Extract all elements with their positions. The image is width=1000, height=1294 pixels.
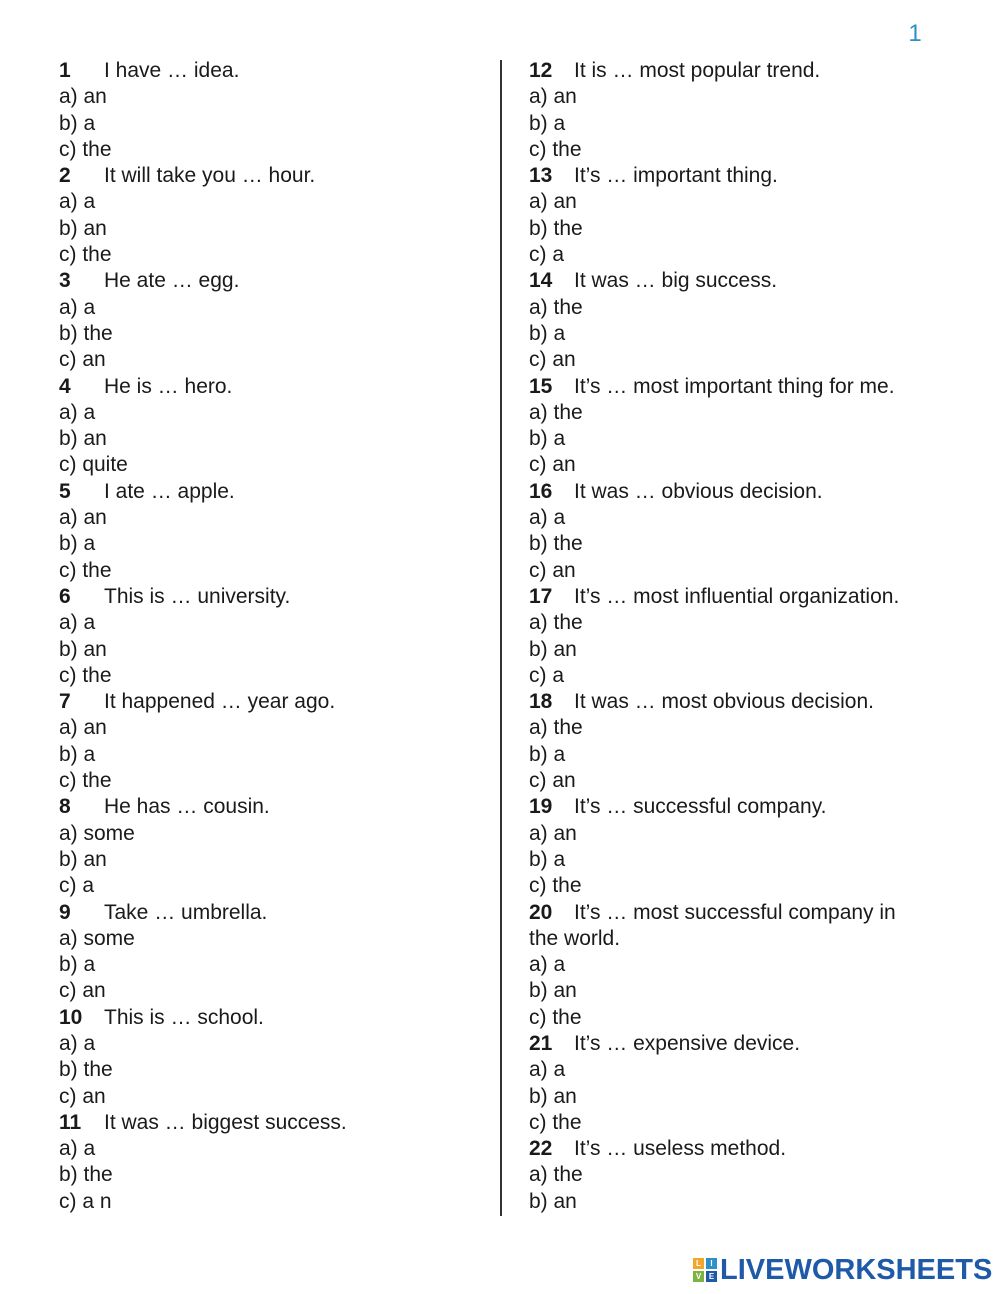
answer-option[interactable]: b) an xyxy=(529,1084,577,1108)
question-text: It was … most obvious decision. xyxy=(574,690,874,714)
question-number: 7 xyxy=(59,690,71,714)
question-text: He ate … egg. xyxy=(104,269,240,293)
answer-option[interactable]: b) an xyxy=(59,216,107,240)
answer-option[interactable]: c) the xyxy=(529,1005,582,1029)
logo-mark-tile: V xyxy=(693,1271,704,1282)
answer-option[interactable]: a) a xyxy=(59,1031,96,1055)
question-number: 11 xyxy=(59,1110,82,1134)
answer-option[interactable]: c) an xyxy=(59,979,106,1003)
answer-option[interactable]: a) a xyxy=(59,1137,96,1161)
answer-option[interactable]: a) a xyxy=(529,953,566,977)
answer-option[interactable]: a) a xyxy=(529,506,566,530)
question-text: Take … umbrella. xyxy=(104,900,268,924)
question-22 xyxy=(529,1136,939,1162)
answer-option[interactable]: b) the xyxy=(529,532,583,556)
answer-option[interactable]: c) an xyxy=(59,1084,106,1108)
question-18 xyxy=(529,689,939,715)
question-number: 9 xyxy=(59,900,71,924)
answer-option[interactable]: c) an xyxy=(59,348,106,372)
answer-option[interactable]: c) a xyxy=(529,243,565,267)
answer-option[interactable]: c) a xyxy=(59,874,95,898)
answer-option[interactable]: b) the xyxy=(59,1163,113,1187)
question-11 xyxy=(59,1110,489,1136)
answer-option[interactable]: c) an xyxy=(529,769,576,793)
question-text: It’s … important thing. xyxy=(574,164,778,188)
answer-option[interactable]: a) the xyxy=(529,611,583,635)
question-number: 8 xyxy=(59,795,71,819)
question-4 xyxy=(59,374,489,400)
question-number: 1 xyxy=(59,59,71,82)
logo-mark-icon xyxy=(693,1258,717,1282)
answer-option[interactable]: a) the xyxy=(529,295,583,319)
question-15 xyxy=(529,374,939,400)
question-5 xyxy=(59,479,489,505)
question-number: 6 xyxy=(59,584,71,608)
question-text: I ate … apple. xyxy=(104,479,235,503)
answer-option[interactable]: a) an xyxy=(59,506,107,530)
answer-option[interactable]: a) a xyxy=(529,1058,566,1082)
answer-option[interactable]: c) the xyxy=(59,137,112,161)
question-3 xyxy=(59,268,489,294)
answer-option[interactable]: a) the xyxy=(529,1163,583,1187)
question-text: It’s … most important thing for me. xyxy=(574,374,895,398)
logo-text: LIVEWORKSHEETS xyxy=(720,1253,993,1286)
answer-option[interactable]: a) an xyxy=(529,190,577,214)
question-6 xyxy=(59,584,489,610)
question-text: It was … obvious decision. xyxy=(574,479,823,503)
question-text: It’s … expensive device. xyxy=(574,1031,801,1055)
question-10 xyxy=(59,1005,489,1031)
question-number: 16 xyxy=(529,479,553,503)
question-number: 10 xyxy=(59,1005,83,1029)
question-number: 4 xyxy=(59,374,71,398)
answer-option[interactable]: b) an xyxy=(529,637,577,661)
question-number: 21 xyxy=(529,1031,553,1055)
answer-option[interactable]: a) some xyxy=(59,926,135,950)
question-text: He is … hero. xyxy=(104,374,233,398)
answer-option[interactable]: c) the xyxy=(59,769,112,793)
answer-option[interactable]: c) the xyxy=(59,243,112,267)
answer-option[interactable]: a) a xyxy=(59,190,96,214)
question-text: It happened … year ago. xyxy=(104,690,336,714)
answer-option[interactable]: b) a xyxy=(529,427,566,451)
question-text: It was … big success. xyxy=(574,269,778,293)
question-12 xyxy=(529,58,939,84)
question-text: It was … biggest success. xyxy=(104,1110,347,1134)
answer-option[interactable]: b) the xyxy=(529,216,583,240)
question-9 xyxy=(59,900,489,926)
right-question-column xyxy=(529,58,939,1215)
question-text: It’s … useless method. xyxy=(574,1137,787,1161)
liveworksheets-logo xyxy=(693,1253,992,1287)
question-number: 12 xyxy=(529,59,553,82)
question-8 xyxy=(59,794,489,820)
answer-option[interactable]: c) an xyxy=(529,348,576,372)
question-2 xyxy=(59,163,489,189)
answer-option[interactable]: b) an xyxy=(59,637,107,661)
question-19 xyxy=(529,794,939,820)
question-1 xyxy=(59,58,489,84)
answer-option[interactable]: a) a xyxy=(59,400,96,424)
answer-option[interactable]: c) a n xyxy=(59,1189,112,1213)
answer-option[interactable]: b) a xyxy=(59,111,96,135)
question-text: It’s … most successful company in xyxy=(574,900,896,924)
question-number: 14 xyxy=(529,269,553,293)
answer-option[interactable]: a) an xyxy=(59,85,107,109)
answer-option[interactable]: a) a xyxy=(59,295,96,319)
question-16 xyxy=(529,479,939,505)
answer-option[interactable]: a) an xyxy=(59,716,107,740)
answer-option[interactable]: b) an xyxy=(529,1189,577,1213)
question-7 xyxy=(59,689,489,715)
question-text: It’s … most influential organization. xyxy=(574,584,900,608)
answer-option[interactable]: a) some xyxy=(59,821,135,845)
answer-option[interactable]: c) the xyxy=(529,137,582,161)
page-number: 1 xyxy=(908,20,922,47)
answer-option[interactable]: a) a xyxy=(59,611,96,635)
answer-option[interactable]: b) an xyxy=(59,427,107,451)
answer-option[interactable]: b) the xyxy=(59,321,113,345)
question-text: It’s … successful company. xyxy=(574,795,827,819)
question-number: 3 xyxy=(59,269,71,293)
answer-option[interactable]: b) a xyxy=(59,953,96,977)
answer-option[interactable]: b) a xyxy=(529,742,566,766)
question-number: 20 xyxy=(529,900,553,924)
answer-option[interactable]: b) an xyxy=(529,979,577,1003)
question-number: 13 xyxy=(529,164,553,188)
answer-option[interactable]: b) a xyxy=(529,321,566,345)
answer-option[interactable]: b) a xyxy=(529,111,566,135)
answer-option[interactable]: c) the xyxy=(59,663,112,687)
answer-option[interactable]: c) an xyxy=(529,453,576,477)
logo-mark-tile: E xyxy=(706,1271,717,1282)
answer-option[interactable]: b) an xyxy=(59,847,107,871)
question-number: 17 xyxy=(529,584,553,608)
answer-option[interactable]: a) the xyxy=(529,400,583,424)
answer-option[interactable]: b) a xyxy=(59,742,96,766)
question-text: This is … university. xyxy=(104,584,291,608)
question-text: It will take you … hour. xyxy=(104,164,316,188)
question-21 xyxy=(529,1031,939,1057)
question-number: 2 xyxy=(59,164,71,188)
answer-option[interactable]: c) the xyxy=(529,1110,582,1134)
logo-mark-tile: I xyxy=(706,1258,717,1269)
question-17 xyxy=(529,584,939,610)
question-text: It is … most popular trend. xyxy=(574,59,821,82)
question-number: 22 xyxy=(529,1137,553,1161)
answer-option[interactable]: a) an xyxy=(529,85,577,109)
answer-option[interactable]: c) the xyxy=(529,874,582,898)
answer-option[interactable]: a) an xyxy=(529,821,577,845)
answer-option[interactable]: b) the xyxy=(59,1058,113,1082)
answer-option[interactable]: a) the xyxy=(529,716,583,740)
answer-option[interactable]: c) the xyxy=(59,558,112,582)
question-number: 18 xyxy=(529,690,553,714)
question-text: He has … cousin. xyxy=(104,795,270,819)
answer-option[interactable]: c) an xyxy=(529,558,576,582)
logo-mark-tile: L xyxy=(693,1258,704,1269)
answer-option[interactable]: b) a xyxy=(529,847,566,871)
left-question-column xyxy=(59,58,489,1215)
question-text: This is … school. xyxy=(104,1005,264,1029)
question-text-continuation: the world. xyxy=(529,926,621,950)
question-number: 5 xyxy=(59,479,71,503)
question-13 xyxy=(529,163,939,189)
question-14 xyxy=(529,268,939,294)
question-number: 19 xyxy=(529,795,553,819)
answer-option[interactable]: c) quite xyxy=(59,453,128,477)
answer-option[interactable]: c) a xyxy=(529,663,565,687)
question-20 xyxy=(529,900,939,926)
column-divider xyxy=(500,60,502,1216)
answer-option[interactable]: b) a xyxy=(59,532,96,556)
question-text: I have … idea. xyxy=(104,59,240,82)
question-number: 15 xyxy=(529,374,553,398)
